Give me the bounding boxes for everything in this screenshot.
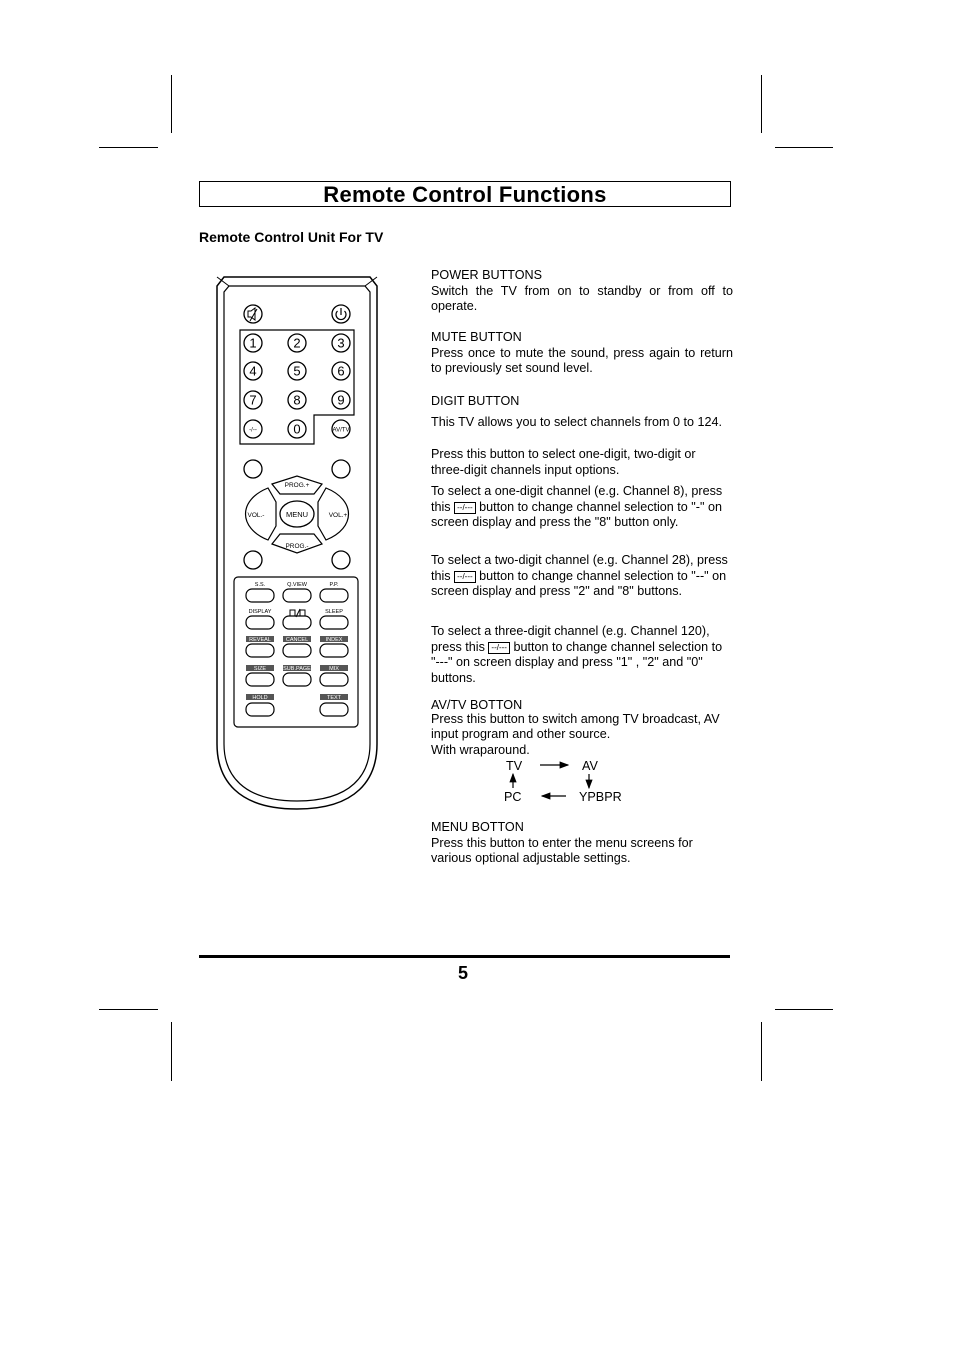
digit-button-label: 8 [293, 392, 301, 408]
digit-button[interactable] [332, 420, 350, 438]
crop-mark [99, 147, 158, 148]
panel-button[interactable] [283, 665, 311, 686]
cycle-pc-label: PC [504, 790, 522, 804]
crop-mark [171, 75, 172, 133]
panel-button-label: MIX [329, 666, 339, 672]
digit-button-label: 4 [249, 363, 257, 379]
panel-button-label: HOLD [252, 695, 268, 701]
remote-control-illustration [214, 274, 380, 814]
digit-button-label: 7 [249, 392, 257, 408]
digit-button-label: -/-- [249, 427, 257, 434]
panel-button-label: REVEAL [249, 637, 271, 643]
panel-button[interactable] [320, 665, 348, 686]
digit-button[interactable] [244, 334, 262, 352]
panel-button-label: S.S. [254, 582, 266, 588]
digit-p5-text-a: To select a three-digit channel (e.g. Channel 120), press this [431, 624, 710, 654]
digit-button[interactable] [332, 334, 350, 352]
avtv-wraparound: With wraparound. [431, 742, 530, 757]
digit-key-icon: --/--- [454, 502, 476, 514]
mute-body: Press once to mute the sound, press again to return to previously set sound level. [431, 345, 733, 375]
digit-p4-text-a: To select a two-digit channel (e.g. Channel 28), press this [431, 553, 728, 583]
cycle-tv-label: TV [506, 759, 523, 773]
round-button[interactable] [332, 460, 350, 478]
power-section [431, 268, 733, 315]
section-subtitle: Remote Control Unit For TV [199, 229, 384, 245]
digit-p2: Press this button to select one-digit, two-digit or three-digit channels input options. [431, 447, 696, 477]
round-button[interactable] [332, 551, 350, 569]
digit-button-label: 3 [337, 335, 345, 351]
digit-heading: DIGIT BUTTON [431, 394, 520, 408]
crop-mark [99, 1009, 158, 1010]
panel-button-label: SLEEP [325, 609, 343, 615]
digit-button[interactable] [332, 362, 350, 380]
svg-text:PROG.+: PROG.+ [284, 482, 310, 489]
digit-button-label: 6 [337, 363, 345, 379]
digit-button-label: 1 [249, 335, 257, 351]
svg-text:VOL.+: VOL.+ [328, 512, 348, 519]
digit-button[interactable] [244, 391, 262, 409]
digit-p3 [431, 484, 729, 531]
mute-section [431, 330, 733, 377]
panel-button[interactable] [246, 609, 274, 629]
power-body: Switch the TV from on to standby or from off to operate. [431, 283, 733, 313]
digit-key-icon: --/--- [454, 571, 476, 583]
svg-text:MENU: MENU [285, 510, 309, 519]
panel-button[interactable] [246, 694, 274, 716]
digit-button[interactable] [332, 391, 350, 409]
source-cycle-diagram [480, 754, 640, 810]
digit-p4-text-b: button to change channel selection to "--" on screen display and press "2" and "8" buttons. [431, 568, 727, 598]
digit-button-label: AV/TV [332, 427, 350, 434]
digit-button[interactable] [288, 334, 306, 352]
svg-text:PROG.-: PROG.- [285, 543, 309, 550]
panel-button[interactable] [246, 665, 274, 686]
menu-button[interactable] [280, 501, 314, 527]
panel-button[interactable] [246, 636, 274, 657]
svg-text:VOL.-: VOL.- [247, 512, 265, 519]
menu-section [431, 820, 721, 867]
cycle-av-label: AV [582, 759, 598, 773]
digit-button-label: 9 [337, 392, 345, 408]
panel-button-label: Q.VIEW [287, 582, 307, 588]
digit-button[interactable] [244, 362, 262, 380]
digit-key-icon: --/--- [488, 642, 510, 654]
digit-p4 [431, 553, 729, 600]
page-title-box [199, 181, 731, 207]
panel-button[interactable] [283, 582, 311, 602]
digit-button[interactable] [288, 362, 306, 380]
digit-p5 [431, 624, 726, 686]
menu-body: Press this button to enter the menu screens for various optional adjustable settings. [431, 835, 693, 865]
cycle-ypbpr-label: YPBPR [579, 790, 622, 804]
menu-heading: MENU BOTTON [431, 820, 524, 834]
digit-button-label: 5 [293, 363, 301, 379]
crop-mark [761, 1022, 762, 1081]
panel-button-label: TEXT [326, 695, 342, 701]
digit-p5-text-b: button to change channel selection to "---" on screen display and press "1" , "2" and "0" buttons. [431, 639, 723, 685]
digit-p3-text-b: button to change channel selection to "-" on screen display and press the "8" button only. [431, 499, 722, 529]
crop-mark [775, 1009, 833, 1010]
panel-button-label: SIZE [253, 666, 267, 672]
round-button[interactable] [244, 551, 262, 569]
digit-button[interactable] [244, 420, 262, 438]
panel-button[interactable] [320, 636, 348, 657]
panel-button[interactable] [283, 636, 311, 657]
panel-button-label: SUB.PAGE [283, 666, 311, 672]
digit-button[interactable] [288, 391, 306, 409]
panel-button-label: DISPLAY [248, 609, 272, 615]
avtv-section [431, 698, 733, 758]
crop-mark [171, 1022, 172, 1081]
mute-button[interactable] [244, 305, 262, 323]
page-number: 5 [458, 963, 469, 983]
digit-button-label: 0 [293, 421, 301, 437]
panel-button-label: INDEX [325, 637, 343, 643]
power-button[interactable] [332, 305, 350, 323]
digit-p3-text-a: To select a one-digit channel (e.g. Channel 8), press this [431, 484, 723, 514]
round-button[interactable] [244, 460, 262, 478]
footer-rule [199, 955, 730, 958]
power-heading: POWER BUTTONS [431, 268, 543, 282]
crop-mark [775, 147, 833, 148]
crop-mark [761, 75, 762, 133]
mute-heading: MUTE BUTTON [431, 330, 522, 344]
page-title: Remote Control Functions [323, 182, 607, 207]
panel-button[interactable] [320, 694, 348, 716]
digit-button[interactable] [288, 420, 306, 438]
digit-button-label: 2 [293, 335, 301, 351]
panel-button[interactable] [283, 616, 311, 629]
panel-button-label: P.P. [329, 582, 339, 588]
panel-button-label: CANCEL [285, 637, 309, 643]
avtv-heading: AV/TV BOTTON [431, 698, 523, 712]
digit-p1: This TV allows you to select channels from 0 to 124. [431, 415, 722, 429]
avtv-body: Press this button to switch among TV broadcast, AV input program and other source. [431, 711, 720, 741]
